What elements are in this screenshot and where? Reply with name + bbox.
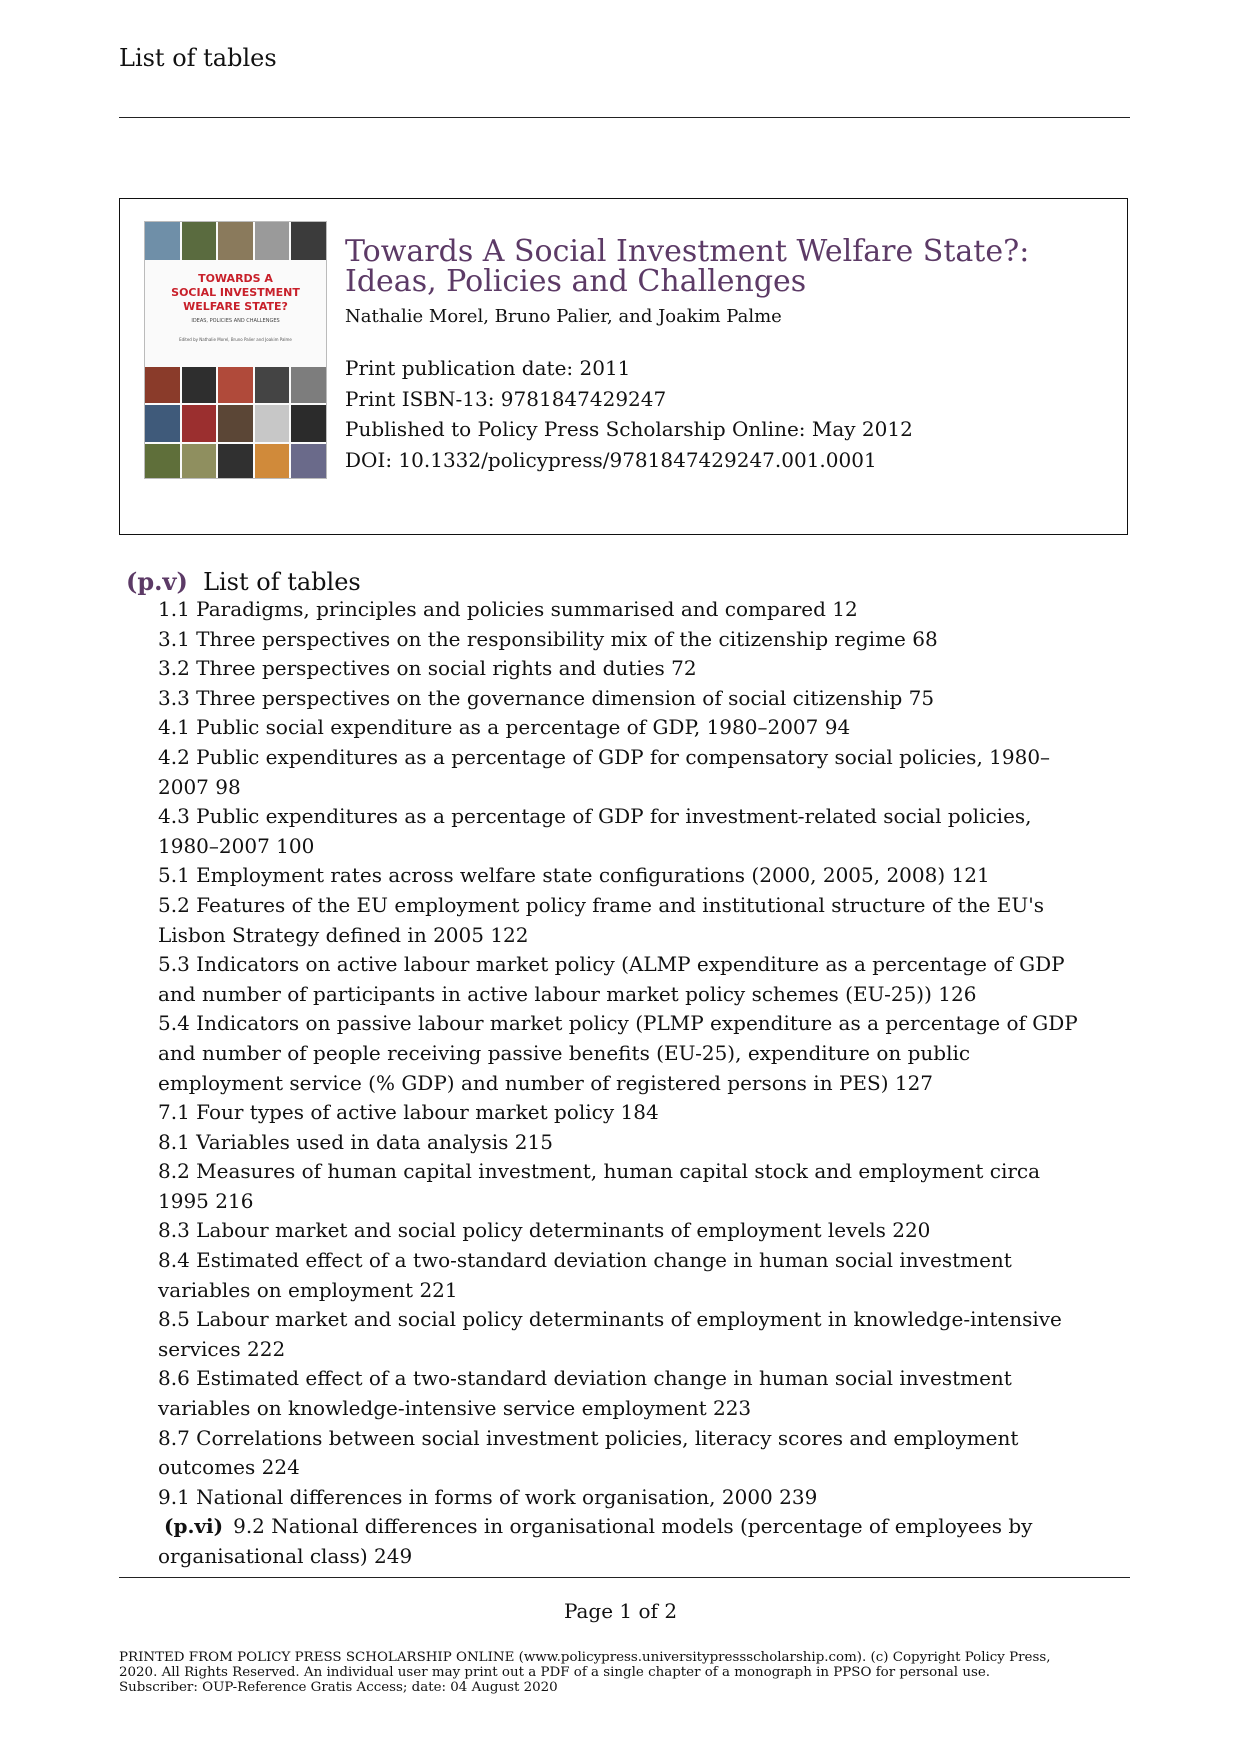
footer-line: 2020. All Rights Reserved. An individual user may print out a PDF of a single chapter of a monograph in PPSO for personal use.	[119, 1665, 991, 1680]
table-entry: 3.1 Three perspectives on the responsibility mix of the citizenship regime 68	[158, 626, 938, 651]
table-entry-last	[158, 1512, 1088, 1571]
page-marker: (p.v)	[126, 567, 188, 596]
publication-info	[345, 353, 913, 475]
page-marker-inline: (p.vi)	[164, 1514, 224, 1539]
book-cover-image	[144, 221, 327, 479]
section-heading	[126, 567, 361, 596]
book-info-box	[119, 198, 1128, 535]
table-entry: 1.1 Paradigms, principles and policies summarised and compared 12	[158, 597, 858, 621]
cover-photo-grid	[145, 367, 326, 479]
table-entry: 4.2 Public expenditures as a percentage of GDP for compensatory social policies, 1980–2007 98	[158, 744, 1051, 799]
book-subtitle-line: Ideas, Policies and Challenges	[345, 264, 807, 299]
table-entry: 8.6 Estimated effect of a two-standard deviation change in human social investment variables on knowledge-intensive service employment 223	[158, 1366, 1012, 1421]
table-entry: 8.1 Variables used in data analysis 215	[158, 1129, 553, 1154]
table-entry: 3.2 Three perspectives on social rights and duties 72	[158, 656, 697, 681]
table-entry: 8.4 Estimated effect of a two-standard deviation change in human social investment variables on employment 221	[158, 1248, 1012, 1302]
print-date: Print publication date: 2011	[345, 356, 631, 380]
table-entry-text: 9.2 National differences in organisational models (percentage of employees by organisational class) 249	[158, 1514, 1033, 1568]
book-title[interactable]	[345, 234, 1105, 299]
table-entry: 7.1 Four types of active labour market policy 184	[158, 1100, 659, 1125]
table-entry: 9.1 National differences in forms of work organisation, 2000 239	[158, 1484, 818, 1509]
cover-subtitle: IDEAS, POLICIES AND CHALLENGES	[191, 318, 280, 324]
table-entry: 3.3 Three perspectives on the governance dimension of social citizenship 75	[158, 685, 935, 710]
cover-editors: Edited by Nathalie Morel, Bruno Palier and Joakim Palme	[179, 337, 292, 342]
footer-line: Subscriber: OUP-Reference Gratis Access; date: 04 August 2020	[119, 1680, 558, 1695]
table-entry: 8.2 Measures of human capital investment, human capital stock and employment circa 1995 216	[158, 1159, 1041, 1213]
book-title-line: Towards A Social Investment Welfare State?:	[345, 234, 1030, 269]
cover-title: TOWARDS A SOCIAL INVESTMENT WELFARE STATE?	[171, 272, 300, 313]
page-number: Page 1 of 2	[563, 1599, 678, 1623]
table-entry: 5.2 Features of the EU employment policy frame and institutional structure of the EU's Lisbon Strategy defined in 2005 122	[158, 892, 1044, 947]
table-entry: 8.5 Labour market and social policy determinants of employment in knowledge-intensive services 222	[158, 1307, 1062, 1361]
table-entry: 8.7 Correlations between social investment policies, literacy scores and employment outcomes 224	[158, 1425, 1019, 1480]
table-entry: 4.1 Public social expenditure as a percentage of GDP, 1980–2007 94	[158, 715, 851, 740]
table-entry: 4.3 Public expenditures as a percentage of GDP for investment-related social policies, 1980–2007 100	[158, 804, 1032, 858]
section-title: List of tables	[203, 568, 361, 596]
table-entry: 8.3 Labour market and social policy determinants of employment levels 220	[158, 1218, 931, 1243]
table-entry: 5.3 Indicators on active labour market policy (ALMP expenditure as a percentage of GDP and number of participants in active labour market policy schemes (EU-25)) 126	[158, 952, 1065, 1006]
print-footer	[119, 1650, 1139, 1695]
book-authors: Nathalie Morel, Bruno Palier, and Joakim Palme	[345, 306, 782, 327]
running-title: List of tables	[119, 44, 277, 72]
header-rule	[119, 117, 1130, 118]
online-publication-date: Published to Policy Press Scholarship Online: May 2012	[345, 417, 913, 441]
cover-photo-strip	[145, 222, 326, 260]
footer-line: PRINTED FROM POLICY PRESS SCHOLARSHIP ONLINE (www.policypress.universitypressscholarship.com). (c) Copyright Policy Press,	[119, 1650, 1051, 1665]
print-isbn: Print ISBN-13: 9781847429247	[345, 386, 667, 411]
footer-rule	[119, 1577, 1130, 1578]
doi: DOI: 10.1332/policypress/9781847429247.001.0001	[345, 447, 877, 472]
table-entry: 5.4 Indicators on passive labour market policy (PLMP expenditure as a percentage of GDP and number of people receiving passive benefits (EU-25), expenditure on public employment service (% GDP) and number of registered persons in PES) 127	[158, 1011, 1078, 1095]
table-list	[158, 595, 1088, 1572]
table-entry: 5.1 Employment rates across welfare state configurations (2000, 2005, 2008) 121	[158, 863, 990, 888]
